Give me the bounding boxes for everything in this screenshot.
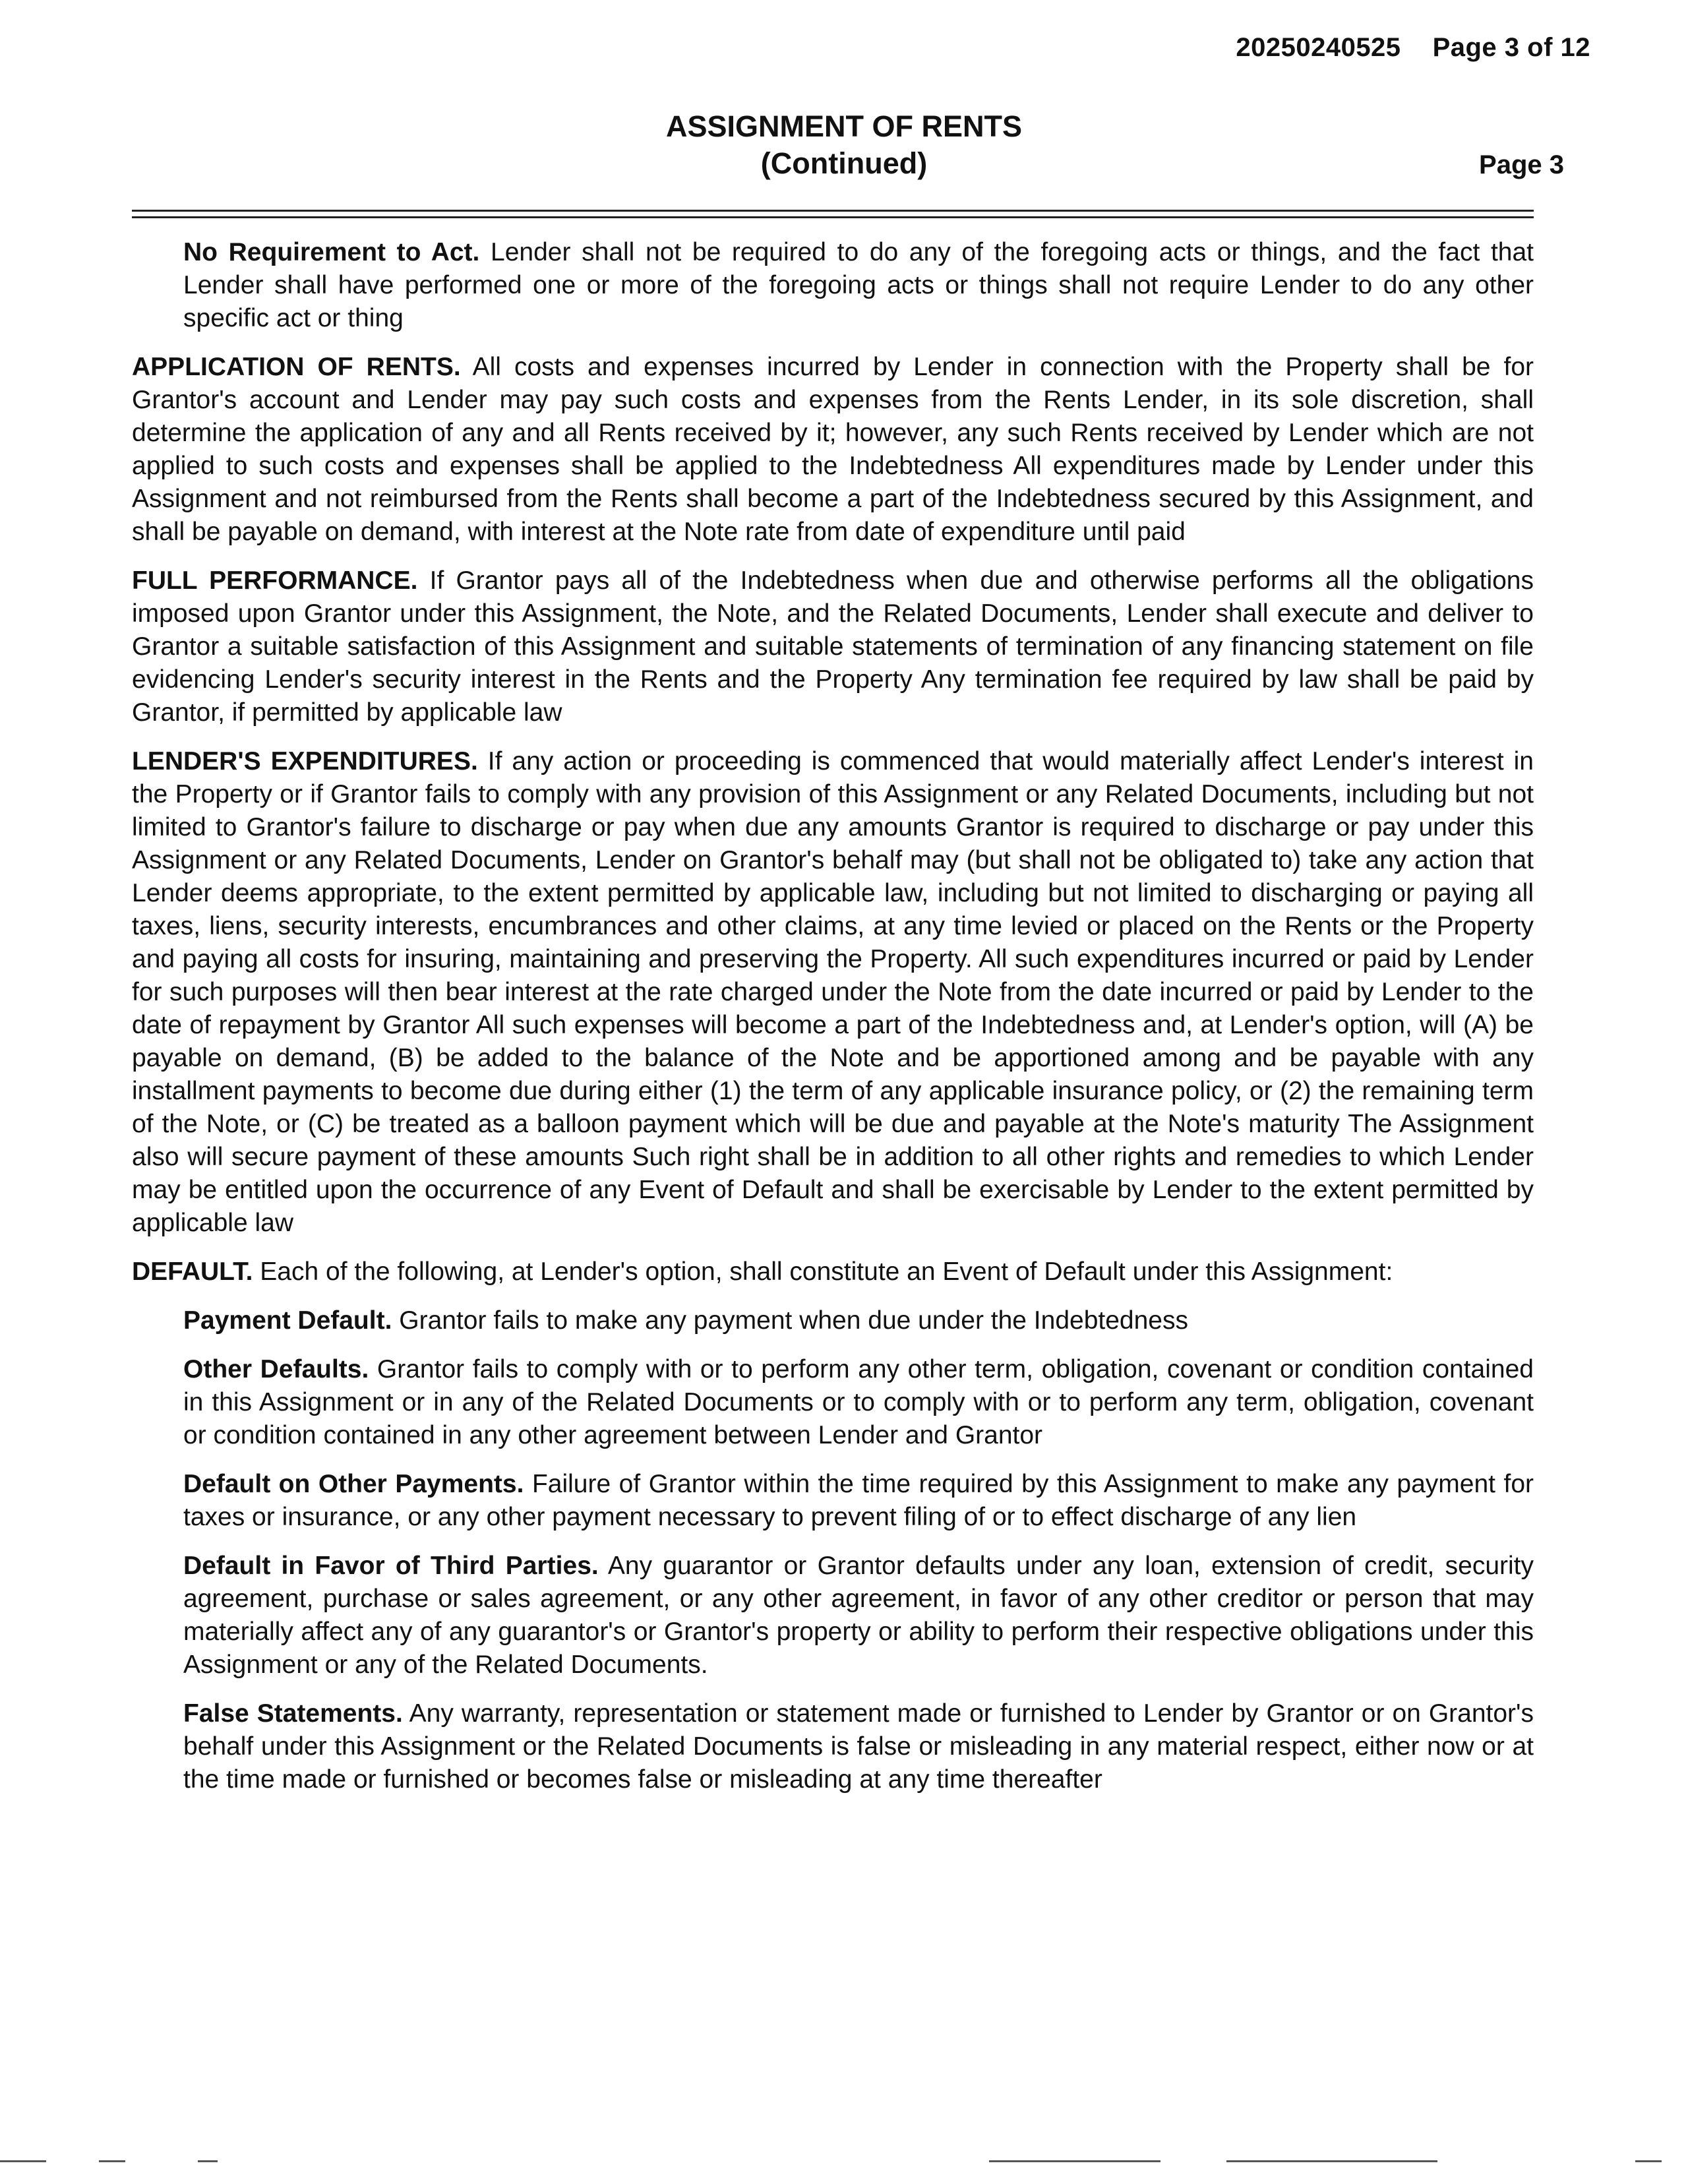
paragraph-text: Any warranty, representation or statement made or furnished to Lender by Grantor or on Grantor's behalf under this Assignment or the Related Documents is false or misleading in any material respect, either now or at the time made or furnished or becomes false or misleading at any time thereafter xyxy=(183,1699,1534,1794)
paragraph-heading: Other Defaults. xyxy=(183,1355,369,1383)
paragraph-heading: DEFAULT. xyxy=(132,1258,253,1286)
paragraph-heading: Default in Favor of Third Parties. xyxy=(183,1552,599,1580)
paragraph-text: Any guarantor or Grantor defaults under any loan, extension of credit, security agreement, purchase or sales agreement, or any other agreement, in favor of any other creditor or person that may materially affect any of any guarantor's or Grantor's property or ability to perform their respective obligations under this Assignment or any of the Related Documents. xyxy=(183,1552,1534,1679)
scan-edge-marks xyxy=(0,2155,1688,2168)
paragraph-text: Grantor fails to make any payment when due under the Indebtedness xyxy=(399,1306,1189,1335)
page-of-count: Page 3 of 12 xyxy=(1432,33,1590,62)
paragraph-heading: APPLICATION OF RENTS. xyxy=(132,353,461,381)
header-rule-bottom xyxy=(132,216,1534,218)
scan-mark xyxy=(99,2160,125,2162)
document-number: 20250240525 xyxy=(1236,33,1401,62)
document-body xyxy=(132,236,1534,1812)
paragraph-text: If any action or proceeding is commenced that would materially affect Lender's interest in the Property or if Grantor fails to comply with any provision of this Assignment or any Related Documents, including but not limited to Grantor's failure to discharge or pay when due any amounts Grantor is required to discharge or pay under this Assignment or any Related Documents, Lender on Grantor's behalf may (but shall not be obligated to) take any action that Lender deems appropriate, to the extent permitted by applicable law, including but not limited to discharging or paying all taxes, liens, security interests, encumbrances and other claims, at any time levied or placed on the Rents or the Property and paying all costs for insuring, maintaining and preserving the Property. All such expenditures incurred or paid by Lender for such purposes will then bear interest at the rate charged under the Note from the date incurred or paid by Lender to the date of repayment by Grantor All such expenses will become a part of the Indebtedness and, at Lender's option, will (A) be payable on demand, (B) be added to the balance of the Note and be apportioned among and be payable with any installment payments to become due during either (1) the term of any applicable insurance policy, or (2) the remaining term of the Note, or (C) be treated as a balloon payment which will be due and payable at the Note's maturity The Assignment also will secure payment of these amounts Such right shall be in addition to all other rights and remedies to which Lender may be entitled upon the occurrence of any Event of Default and shall be exercisable by Lender to the extent permitted by applicable law xyxy=(132,747,1534,1237)
paragraph-text: Failure of Grantor within the time required by this Assignment to make any payment for taxes or insurance, or any other payment necessary to prevent filing of or to effect discharge of any lien xyxy=(183,1470,1534,1531)
paragraph-heading: Payment Default. xyxy=(183,1306,392,1335)
scan-mark xyxy=(1635,2160,1662,2162)
scan-mark xyxy=(198,2160,218,2162)
paragraph-text: Grantor fails to comply with or to perform any other term, obligation, covenant or condition contained in this Assignment or in any of the Related Documents or to comply with or to perform any term, obligation, covenant or condition contained in any other agreement between Lender and Grantor xyxy=(183,1355,1534,1449)
scan-mark xyxy=(1226,2160,1437,2162)
paragraph-lenders-expenditures xyxy=(132,745,1534,1240)
paragraph-text: Each of the following, at Lender's option, shall constitute an Event of Default under this Assignment: xyxy=(260,1258,1393,1286)
paragraph-no-requirement-to-act xyxy=(183,236,1534,335)
paragraph-default xyxy=(132,1256,1534,1289)
document-title: ASSIGNMENT OF RENTS xyxy=(665,109,1023,143)
paragraph-default-on-other-payments xyxy=(183,1468,1534,1534)
paragraph-payment-default xyxy=(183,1304,1534,1337)
paragraph-heading: No Requirement to Act. xyxy=(183,238,480,266)
paragraph-false-statements xyxy=(183,1697,1534,1796)
paragraph-text: If Grantor pays all of the Indebtedness when due and otherwise performs all the obligations imposed upon Grantor under this Assignment, the Note, and the Related Documents, Lender shall execute and deliver to Grantor a suitable satisfaction of this Assignment and suitable statements of termination of any financing statement on file evidencing Lender's security interest in the Rents and the Property Any termination fee required by law shall be paid by Grantor, if permitted by applicable law xyxy=(132,566,1534,727)
paragraph-heading: FULL PERFORMANCE. xyxy=(132,566,418,595)
document-subtitle: (Continued) xyxy=(760,146,928,180)
paragraph-text: Lender shall not be required to do any of the foregoing acts or things, and the fact that Lender shall have performed one or more of the foregoing acts or things shall not require Lender to do any other specific act or thing xyxy=(183,238,1534,332)
paragraph-text: All costs and expenses incurred by Lender in connection with the Property shall be for Grantor's account and Lender may pay such costs and expenses from the Rents Lender, in its sole discretion, shall determine the application of any and all Rents received by it; however, any such Rents received by Lender which are not applied to such costs and expenses shall be applied to the Indebtedness All expenditures made by Lender under this Assignment and not reimbursed from the Rents shall become a part of the Indebtedness secured by this Assignment, and shall be payable on demand, with interest at the Note rate from date of expenditure until paid xyxy=(132,353,1534,546)
paragraph-full-performance xyxy=(132,564,1534,729)
title-block xyxy=(0,108,1688,182)
document-id-header xyxy=(1236,33,1590,63)
paragraph-other-defaults xyxy=(183,1353,1534,1452)
paragraph-default-third-parties xyxy=(183,1550,1534,1682)
scan-mark xyxy=(989,2160,1160,2162)
paragraph-heading: False Statements. xyxy=(183,1699,403,1728)
page-label: Page 3 xyxy=(1479,150,1564,179)
paragraph-heading: Default on Other Payments. xyxy=(183,1470,524,1498)
scan-mark xyxy=(0,2160,46,2162)
paragraph-application-of-rents xyxy=(132,351,1534,549)
header-rule-top xyxy=(132,210,1534,212)
paragraph-heading: LENDER'S EXPENDITURES. xyxy=(132,747,478,775)
